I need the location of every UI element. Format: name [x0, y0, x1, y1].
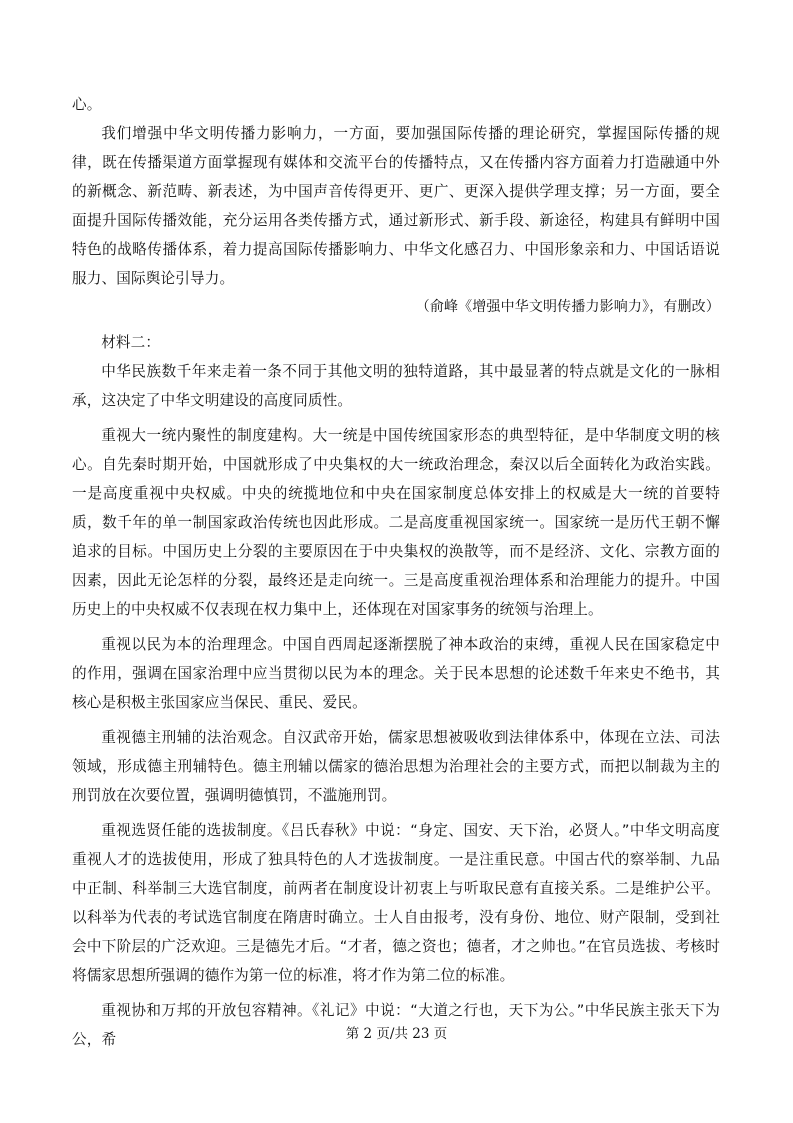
material-two-heading: 材料二： [101, 334, 161, 351]
paragraph-continuation: 心。 [72, 96, 102, 113]
paragraph-talent-selection: 重视选贤任能的选拔制度。《吕氏春秋》中说：“身定、国安、天下治，必贤人。”中华文明高度重视人才的选拔使用，形成了独具特色的人才选拔制度。一是注重民意。中国古代的察举制、九品中正制、科举制三大选官制度，前两者在制度设计初衷上与听取民意有直接关系。二是维护公平。以科举为代表的考试选官制度在隋唐时确立。士人自由报考，没有身份、地位、财产限制，受到社会中下阶层的广泛欢迎。三是德先才后。“才者，德之资也；德者，才之帅也。”在官员选拔、考核时将儒家思想所强调的德作为第一位的标准，将才作为第二位的标准。 [72, 822, 720, 984]
source-citation: （俞峰《增强中华文明传播力影响力》，有删改） [415, 299, 720, 315]
paragraph-people-oriented: 重视以民为本的治理理念。中国自西周起逐渐摆脱了神本政治的束缚，重视人民在国家稳定中的作用，强调在国家治理中应当贯彻以民为本的理念。关于民本思想的论述数千年来史不绝书，其核心是积极主张国家应当保民、重民、爱民。 [72, 636, 720, 711]
paragraph-rule-of-virtue: 重视德主刑辅的法治观念。自汉武帝开始，儒家思想被吸收到法律体系中，体现在立法、司法领域，形成德主刑辅特色。德主刑辅以儒家的德治思想为治理社会的主要方式，而把以制裁为主的刑罚放在次要位置，强调明德慎罚，不滥施刑罚。 [72, 729, 720, 804]
paragraph-openness: 重视协和万邦的开放包容精神。《礼记》中说：“大道之行也，天下为公。”中华民族主张天下为公，希 [72, 1002, 720, 1048]
page-footer: 第 2 页/共 23 页 [345, 1026, 448, 1042]
paragraph-international-communication: 我们增强中华文明传播力影响力，一方面，要加强国际传播的理论研究，掌握国际传播的规律，既在传播渠道方面掌握现有媒体和交流平台的传播特点，又在传播内容方面着力打造融通中外的新概念、新范畴、新表述，为中国声音传得更开、更广、更深入提供学理支撑；另一方面，要全面提升国际传播效能，充分运用各类传播方式，通过新形式、新手段、新途径，构建具有鲜明中国特色的战略传播体系，着力提高国际传播影响力、中华文化感召力、中国形象亲和力、中国话语说服力、国际舆论引导力。 [72, 125, 720, 287]
paragraph-great-unity: 重视大一统内聚性的制度建构。大一统是中国传统国家形态的典型特征，是中华制度文明的核心。自先秦时期开始，中国就形成了中央集权的大一统政治理念，秦汉以后全面转化为政治实践。一是高度重视中央权威。中央的统揽地位和中央在国家制度总体安排上的权威是大一统的首要特质，数千年的单一制国家政治传统也因此形成。二是高度重视国家统一。国家统一是历代王朝不懈追求的目标。中国历史上分裂的主要原因在于中央集权的涣散等，而不是经济、文化、宗教方面的因素，因此无论怎样的分裂，最终还是走向统一。三是高度重视治理体系和治理能力的提升。中国历史上的中央权威不仅表现在权力集中上，还体现在对国家事务的统领与治理上。 [72, 427, 720, 618]
paragraph-unique-path: 中华民族数千年来走着一条不同于其他文明的独特道路，其中最显著的特点就是文化的一脉相承，这决定了中华文明建设的高度同质性。 [72, 363, 720, 409]
document-body [72, 90, 720, 1054]
